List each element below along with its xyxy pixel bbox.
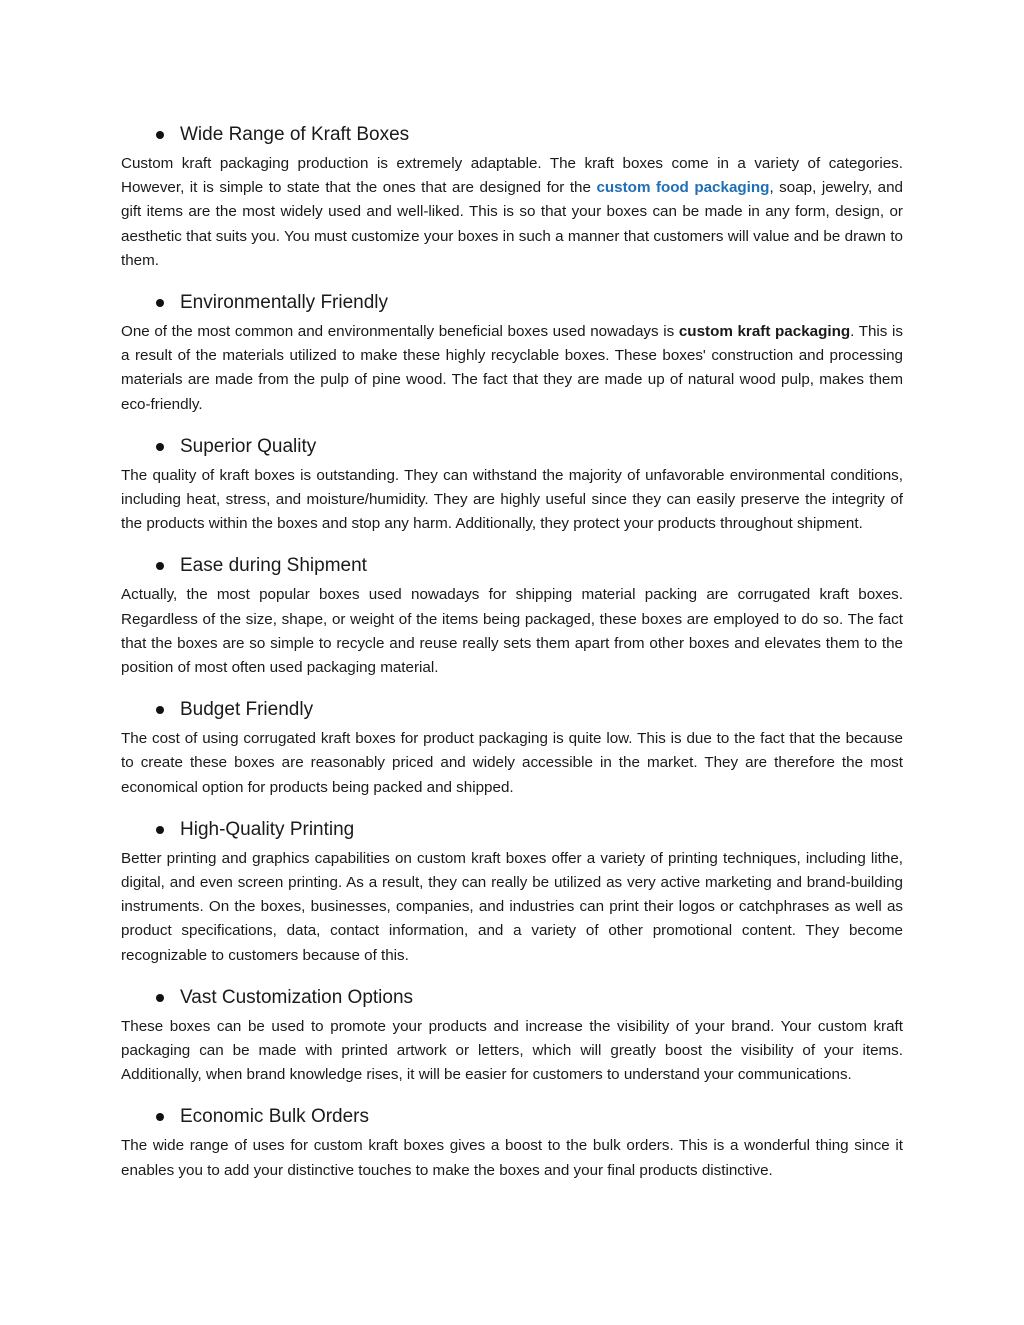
heading-text: Ease during Shipment [180,555,367,577]
paragraph-text: , soap, jewelry, and gift items are the most widely used and well-liked. This is so that your boxes can be made in any form, design, or aesthetic that suits you. You must customize your boxes in such a manner that customers will value and be drawn to them. [121,179,904,269]
heading-text: Environmentally Friendly [180,292,389,314]
section-heading [121,432,903,462]
section-heading [121,815,903,845]
section-paragraph: The cost of using corrugated kraft boxes for product packaging is quite low. This is due to the fact that the because to create these boxes are reasonably priced and widely accessible in the market. They are therefore the most economical option for products being packed and shipped. [121,730,903,796]
section-vast-customization [121,983,903,1088]
section-heading [121,983,903,1013]
heading-text: Vast Customization Options [180,986,414,1008]
section-paragraph: Actually, the most popular boxes used nowadays for shipping material packing are corrugated kraft boxes. Regardless of the size, shape, or weight of the items being packaged, these boxes are employed to do so. The fact that the boxes are so simple to recycle and reuse really sets them apart from other boxes and elevates them to the position of most often used packaging material. [121,586,903,677]
bullet-icon [156,826,164,834]
bullet-icon [156,443,164,451]
section-heading [121,551,903,581]
paragraph-text: Custom kraft packaging production is extremely adaptable. The kraft boxes come in a variety of categories. However, it is simple to state that the ones that are designed for the [121,155,903,197]
heading-text: Budget Friendly [180,699,314,721]
heading-text: Wide Range of Kraft Boxes [180,124,410,145]
section-heading [121,1102,903,1132]
section-wide-range [121,120,903,273]
section-economic-bulk-orders [121,1102,903,1182]
section-paragraph [121,152,903,273]
bullet-icon [156,994,164,1002]
bullet-icon [156,706,164,714]
section-paragraph: The wide range of uses for custom kraft boxes gives a boost to the bulk orders. This is a wonderful thing since it enables you to add your distinctive touches to make the boxes and your final products distinctive. [121,1137,903,1179]
section-heading [121,288,903,318]
document-body [121,120,903,1198]
section-environmentally-friendly [121,288,903,417]
section-heading [121,695,903,725]
bold-phrase: custom kraft packaging [678,323,851,341]
section-ease-during-shipment [121,551,903,680]
section-budget-friendly [121,695,903,800]
bullet-icon [156,299,164,307]
custom-food-packaging-link[interactable]: custom food packaging [596,179,770,197]
section-high-quality-printing [121,815,903,968]
heading-text: Economic Bulk Orders [180,1106,370,1128]
heading-text: Superior Quality [180,435,317,457]
section-paragraph [121,320,903,417]
heading-text: High-Quality Printing [180,818,355,840]
section-paragraph: Better printing and graphics capabilities on custom kraft boxes offer a variety of printing techniques, including lithe, digital, and even screen printing. As a result, they can really be utilized as very active marketing and brand-building instruments. On the boxes, businesses, companies, and industries can print their logos or catchphrases as well as product specifications, data, contact information, and a variety of other promotional content. They become recognizable to customers because of this. [121,849,903,964]
paragraph-text: . This is a result of the materials utilized to make these highly recyclable boxes. These boxes' construction and processing materials are made from the pulp of pine wood. The fact that they are made up of natural wood pulp, makes them eco-friendly. [121,323,903,413]
bullet-icon [156,1113,164,1121]
section-paragraph: These boxes can be used to promote your products and increase the visibility of your brand. Your custom kraft packaging can be made with printed artwork or letters, which will greatly boost the visibility of your items. Additionally, when brand knowledge rises, it will be easier for customers to understand your communications. [121,1017,903,1084]
section-heading [121,120,903,150]
section-paragraph: The quality of kraft boxes is outstanding. They can withstand the majority of unfavorable environmental conditions, including heat, stress, and moisture/humidity. They are highly useful since they can easily preserve the integrity of the products within the boxes and stop any harm. Additionally, they protect your products throughout shipment. [121,466,903,533]
section-superior-quality [121,432,903,537]
bullet-icon [156,562,164,570]
bullet-icon [156,131,164,139]
paragraph-text: One of the most common and environmentally beneficial boxes used nowadays is [121,323,679,341]
